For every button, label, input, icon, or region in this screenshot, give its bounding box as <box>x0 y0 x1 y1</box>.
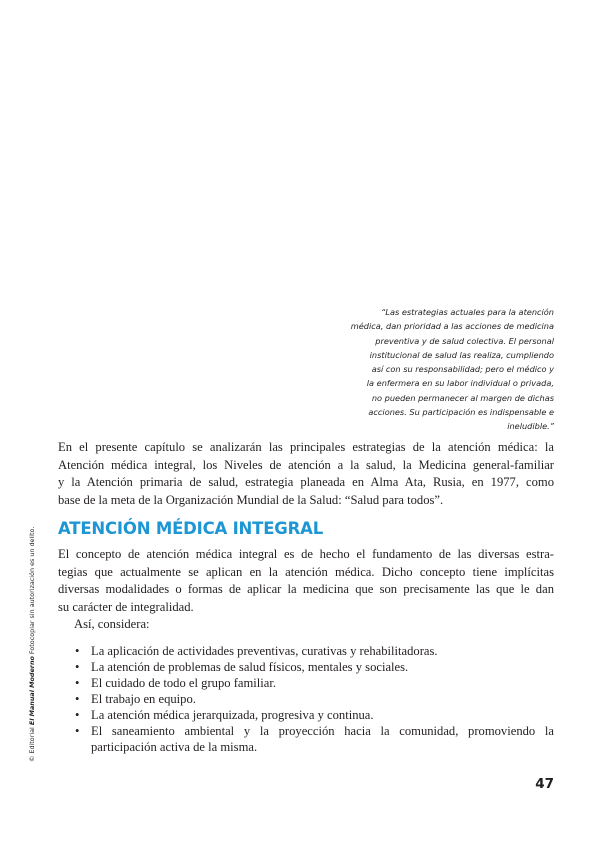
section-paragraph-line: El concepto de atención médica integral es de hecho el fundamento de las diversas estra- <box>58 547 554 561</box>
epigraph-line: acciones. Su participación es indispensable e <box>368 407 554 418</box>
intro-line: En el presente capítulo se analizarán las principales estrategias de la atención médica: la <box>58 440 554 454</box>
bullet-list <box>58 643 554 755</box>
list-item-text: La aplicación de actividades preventivas, curativas y rehabilitadoras. <box>91 644 438 658</box>
epigraph-line: institucional de salud las realiza, cumpliendo <box>369 349 554 360</box>
copyright-side-note <box>28 527 36 762</box>
bullet-icon: • <box>75 660 80 674</box>
lead-in-text: Así, considera: <box>74 617 150 632</box>
intro-line: y la Atención primaria de salud, estrategia planeada en Alma Ata, Rusia, en 1977, como <box>58 475 554 490</box>
intro-line: base de la meta de la Organización Mundial de la Salud: “Salud para todos”. <box>58 492 444 507</box>
bullet-icon: • <box>75 676 80 690</box>
section-heading: ATENCIÓN MÉDICA INTEGRAL <box>58 519 324 538</box>
list-item-text: El cuidado de todo el grupo familiar. <box>91 676 277 690</box>
copyright-prefix: © Editorial <box>28 727 36 762</box>
bullet-icon: • <box>75 644 80 658</box>
list-item <box>58 659 554 675</box>
list-item <box>58 707 554 723</box>
list-item-text: La atención médica jerarquizada, progresiva y continua. <box>91 708 374 722</box>
list-item <box>58 723 554 755</box>
section-paragraph-line: tegias que actualmente se aplican en la atención médica. Dicho concepto tiene implícitas <box>58 564 554 579</box>
list-item <box>58 691 554 707</box>
bullet-icon: • <box>75 724 80 738</box>
epigraph-line: preventiva y de salud colectiva. El personal <box>375 335 554 346</box>
section-paragraph <box>58 546 554 634</box>
epigraph-line: no pueden permanecer al margen de dichas <box>371 392 554 403</box>
list-item-text: El saneamiento ambiental y la proyección hacia la comunidad, promoviendo la <box>91 724 554 738</box>
epigraph-line: ineludible.” <box>507 421 554 432</box>
list-item-text: participación activa de la misma. <box>91 740 258 754</box>
list-item <box>58 643 554 659</box>
epigraph-quote <box>330 305 554 434</box>
epigraph-line: médica, dan prioridad a las acciones de medicina <box>350 321 554 332</box>
epigraph-line: “Las estrategias actuales para la atención <box>381 307 554 317</box>
list-item-text: El trabajo en equipo. <box>91 692 196 706</box>
bullet-icon: • <box>75 708 80 722</box>
epigraph-line: así con su responsabilidad; pero el médico y <box>371 364 554 375</box>
section-paragraph-line: su carácter de integralidad. <box>58 599 194 614</box>
list-item <box>58 675 554 691</box>
publisher-brand: El Manual Moderno <box>28 656 36 726</box>
epigraph-line: la enfermera en su labor individual o privada, <box>366 378 554 389</box>
section-paragraph-line: diversas modalidades o formas de aplicar la medicina que son precisamente las que le dan <box>58 582 554 597</box>
intro-paragraph <box>58 439 554 509</box>
copyright-warning: Fotocopiar sin autorización es un delito. <box>28 526 36 655</box>
page-number: 47 <box>535 776 554 792</box>
bullet-icon: • <box>75 692 80 706</box>
list-item-text: La atención de problemas de salud físicos, mentales y sociales. <box>91 660 409 674</box>
intro-line: Atención médica integral, los Niveles de atención a la salud, la Medicina general-familiar <box>58 457 554 472</box>
